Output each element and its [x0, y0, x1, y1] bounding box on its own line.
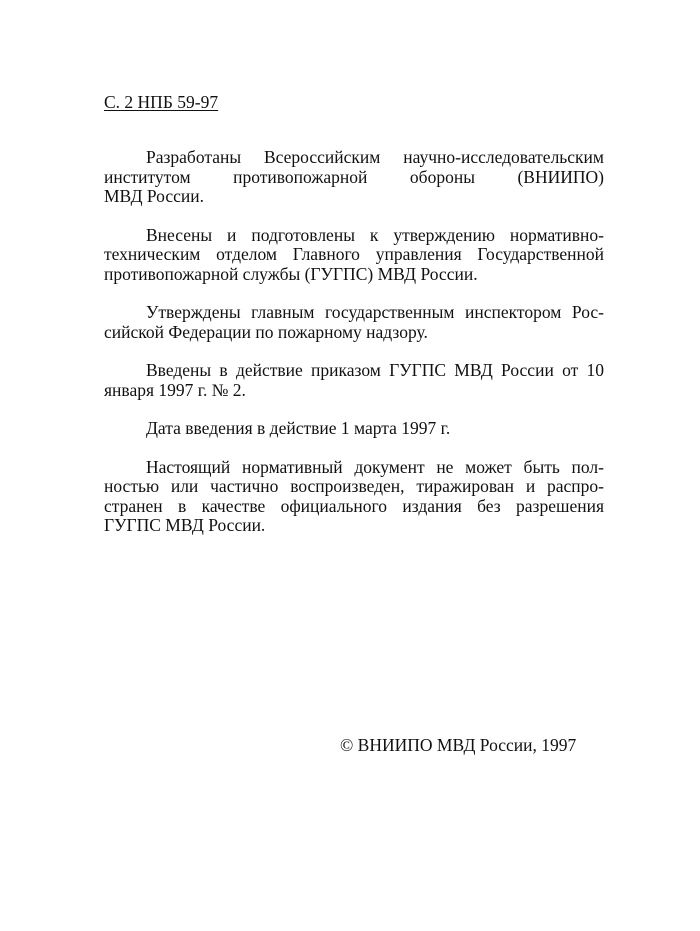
text-line: Утверждены главным государственным инспектором Рос- — [146, 302, 604, 322]
text-line: Настоящий нормативный документ не может быть пол- — [146, 456, 604, 477]
paragraph-developed-by — [104, 148, 604, 207]
text-line: МВД России. — [104, 186, 205, 206]
text-line: сийской Федерации по пожарному надзору. — [104, 321, 428, 342]
text-line: противопожарной службы (ГУГПС) МВД России. — [104, 263, 478, 284]
text-line: Разработаны Всероссийским научно-исследовательским — [146, 147, 604, 167]
paragraph-effective-date — [104, 419, 604, 439]
text-line: институтом противопожарной обороны (ВНИИПО) — [104, 166, 604, 187]
page-header: С. 2 НПБ 59-97 — [104, 92, 219, 112]
paragraph-submitted-by — [104, 226, 604, 285]
text-line: техническим отделом Главного управления Государственной — [104, 244, 604, 264]
paragraph-enacted-by — [104, 361, 604, 400]
document-body — [104, 148, 604, 555]
paragraph-approved-by — [104, 303, 604, 342]
text-line: Внесены и подготовлены к утверждению нормативно- — [146, 224, 604, 245]
copyright-notice: © ВНИИПО МВД России, 1997 — [340, 735, 577, 755]
text-line: странен в качестве официального издания без разрешения — [104, 495, 604, 516]
text-line: Дата введения в действие 1 марта 1997 г. — [146, 418, 451, 438]
text-line: ГУГПС МВД России. — [104, 515, 266, 535]
text-line: Введены в действие приказом ГУГПС МВД России от 10 — [146, 360, 604, 380]
text-line: ностью или частично воспроизведен, тиражирован и распро- — [104, 476, 604, 496]
paragraph-reproduction-notice — [104, 458, 604, 536]
text-line: января 1997 г. № 2. — [104, 379, 246, 400]
